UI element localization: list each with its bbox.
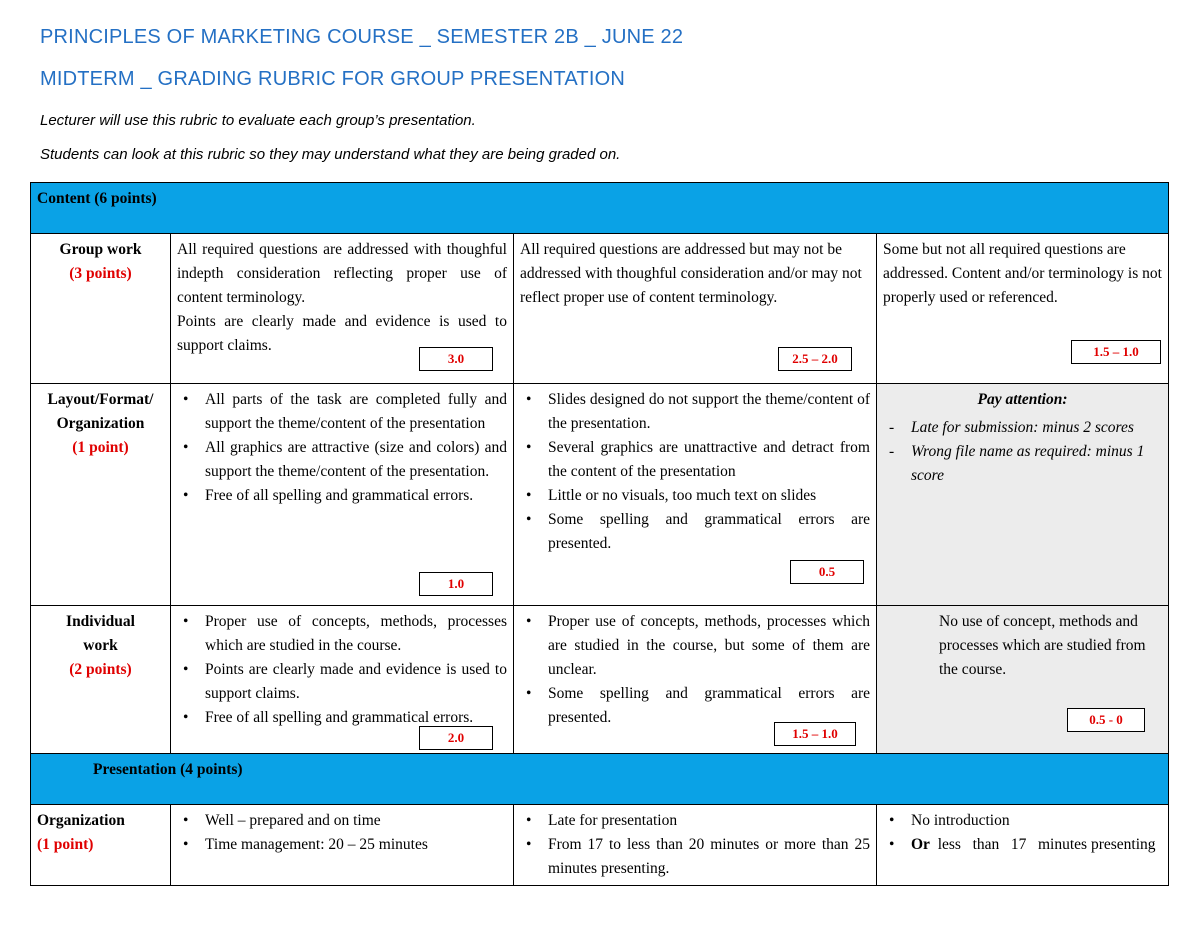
score-box: 1.5 – 1.0 <box>1071 340 1161 364</box>
list-item: • All graphics are attractive (size and colors) and support the theme/content of the presentation. <box>205 436 507 484</box>
organization-level-1 <box>171 805 514 886</box>
group-work-level-2 <box>514 234 877 384</box>
list-item: • Points are clearly made and evidence is used to support claims. <box>205 658 507 706</box>
list-item: • No introduction <box>911 809 1162 833</box>
score-box: 2.5 – 2.0 <box>778 347 852 371</box>
section-presentation <box>31 754 1169 805</box>
criterion-points: (1 point) <box>37 836 94 853</box>
list-item: • Free of all spelling and grammatical errors. <box>205 706 507 730</box>
rubric-title: MIDTERM _ GRADING RUBRIC FOR GROUP PRESENTATION <box>40 68 625 90</box>
section-presentation-label: Presentation (4 points) <box>31 754 1169 805</box>
criterion-name: work <box>83 637 118 654</box>
or-keyword: Or <box>911 836 930 853</box>
cell-text: Points are clearly made and evidence is used to support claims. <box>177 313 507 354</box>
criterion-name: Individual <box>66 613 135 630</box>
criteria-list <box>177 809 507 857</box>
list-item: • Proper use of concepts, methods, processes which are studied in the course. <box>205 610 507 658</box>
individual-level-2 <box>514 606 877 754</box>
row-layout <box>31 384 1169 606</box>
penalty-item: - Wrong file name as required: minus 1 score <box>911 440 1162 488</box>
cell-text: Some but not all required questions are addressed. Content and/or terminology is not properly used or referenced. <box>883 241 1162 306</box>
criterion-individual-work <box>31 606 171 754</box>
group-work-level-1 <box>171 234 514 384</box>
list-item: • Late for presentation <box>548 809 870 833</box>
row-individual-work <box>31 606 1169 754</box>
list-item-text: less than 17 minutes presenting <box>929 836 1156 853</box>
list-item: • Free of all spelling and grammatical errors. <box>205 484 507 508</box>
layout-level-2 <box>514 384 877 606</box>
layout-notes <box>877 384 1169 606</box>
cell-text: No use of concept, methods and processes which are studied from the course. <box>939 613 1146 678</box>
intro-line-1: Lecturer will use this rubric to evaluate each group’s presentation. <box>40 112 476 129</box>
criteria-list <box>520 610 870 730</box>
individual-level-1 <box>171 606 514 754</box>
list-item: • Proper use of concepts, methods, processes which are studied in the course, but some of them are unclear. <box>548 610 870 682</box>
score-box: 2.0 <box>419 726 493 750</box>
section-content <box>31 183 1169 234</box>
score-box: 3.0 <box>419 347 493 371</box>
criteria-list <box>520 388 870 556</box>
section-content-label: Content (6 points) <box>31 183 1169 234</box>
course-title: PRINCIPLES OF MARKETING COURSE _ SEMESTER 2B _ JUNE 22 <box>40 26 684 48</box>
cell-text: All required questions are addressed but may not be addressed with thoughful consideration and/or may not reflect proper use of content terminology. <box>520 241 862 306</box>
criterion-organization <box>31 805 171 886</box>
rubric-table <box>30 182 1169 886</box>
list-item: • Little or no visuals, too much text on slides <box>548 484 870 508</box>
criterion-group-work <box>31 234 171 384</box>
criteria-list <box>177 610 507 730</box>
criterion-name: Organization <box>37 812 125 829</box>
cell-text: All required questions are addressed with thoughful indepth consideration reflecting proper use of content terminology. <box>177 241 507 306</box>
pay-attention-title: Pay attention: <box>977 391 1068 408</box>
list-item: • From 17 to less than 20 minutes or more than 25 minutes presenting. <box>548 833 870 881</box>
score-box: 0.5 - 0 <box>1067 708 1145 732</box>
list-item: • Some spelling and grammatical errors are presented. <box>548 508 870 556</box>
list-item <box>911 833 1162 857</box>
criterion-name: Organization <box>56 415 145 432</box>
score-box: 1.5 – 1.0 <box>774 722 856 746</box>
score-box: 0.5 <box>790 560 864 584</box>
criterion-name: Layout/Format/ <box>47 391 154 408</box>
criterion-points: (3 points) <box>69 265 132 282</box>
layout-level-1 <box>171 384 514 606</box>
criterion-points: (1 point) <box>72 439 129 456</box>
criterion-points: (2 points) <box>69 661 132 678</box>
organization-level-3 <box>877 805 1169 886</box>
group-work-level-3 <box>877 234 1169 384</box>
list-item: • Time management: 20 – 25 minutes <box>205 833 507 857</box>
individual-level-3 <box>877 606 1169 754</box>
penalty-list <box>883 416 1162 488</box>
list-item: • All parts of the task are completed fully and support the theme/content of the presentation <box>205 388 507 436</box>
list-item: • Well – prepared and on time <box>205 809 507 833</box>
row-organization <box>31 805 1169 886</box>
penalty-item: - Late for submission: minus 2 scores <box>911 416 1162 440</box>
row-group-work <box>31 234 1169 384</box>
criteria-list <box>520 809 870 881</box>
criteria-list <box>883 809 1162 857</box>
organization-level-2 <box>514 805 877 886</box>
list-item: • Some spelling and grammatical errors are presented. <box>548 682 870 730</box>
score-box: 1.0 <box>419 572 493 596</box>
criterion-name: Group work <box>59 241 142 258</box>
criteria-list <box>177 388 507 508</box>
list-item: • Several graphics are unattractive and detract from the content of the presentation <box>548 436 870 484</box>
list-item: • Slides designed do not support the theme/content of the presentation. <box>548 388 870 436</box>
intro-line-2: Students can look at this rubric so they may understand what they are being graded on. <box>40 146 621 163</box>
criterion-layout <box>31 384 171 606</box>
